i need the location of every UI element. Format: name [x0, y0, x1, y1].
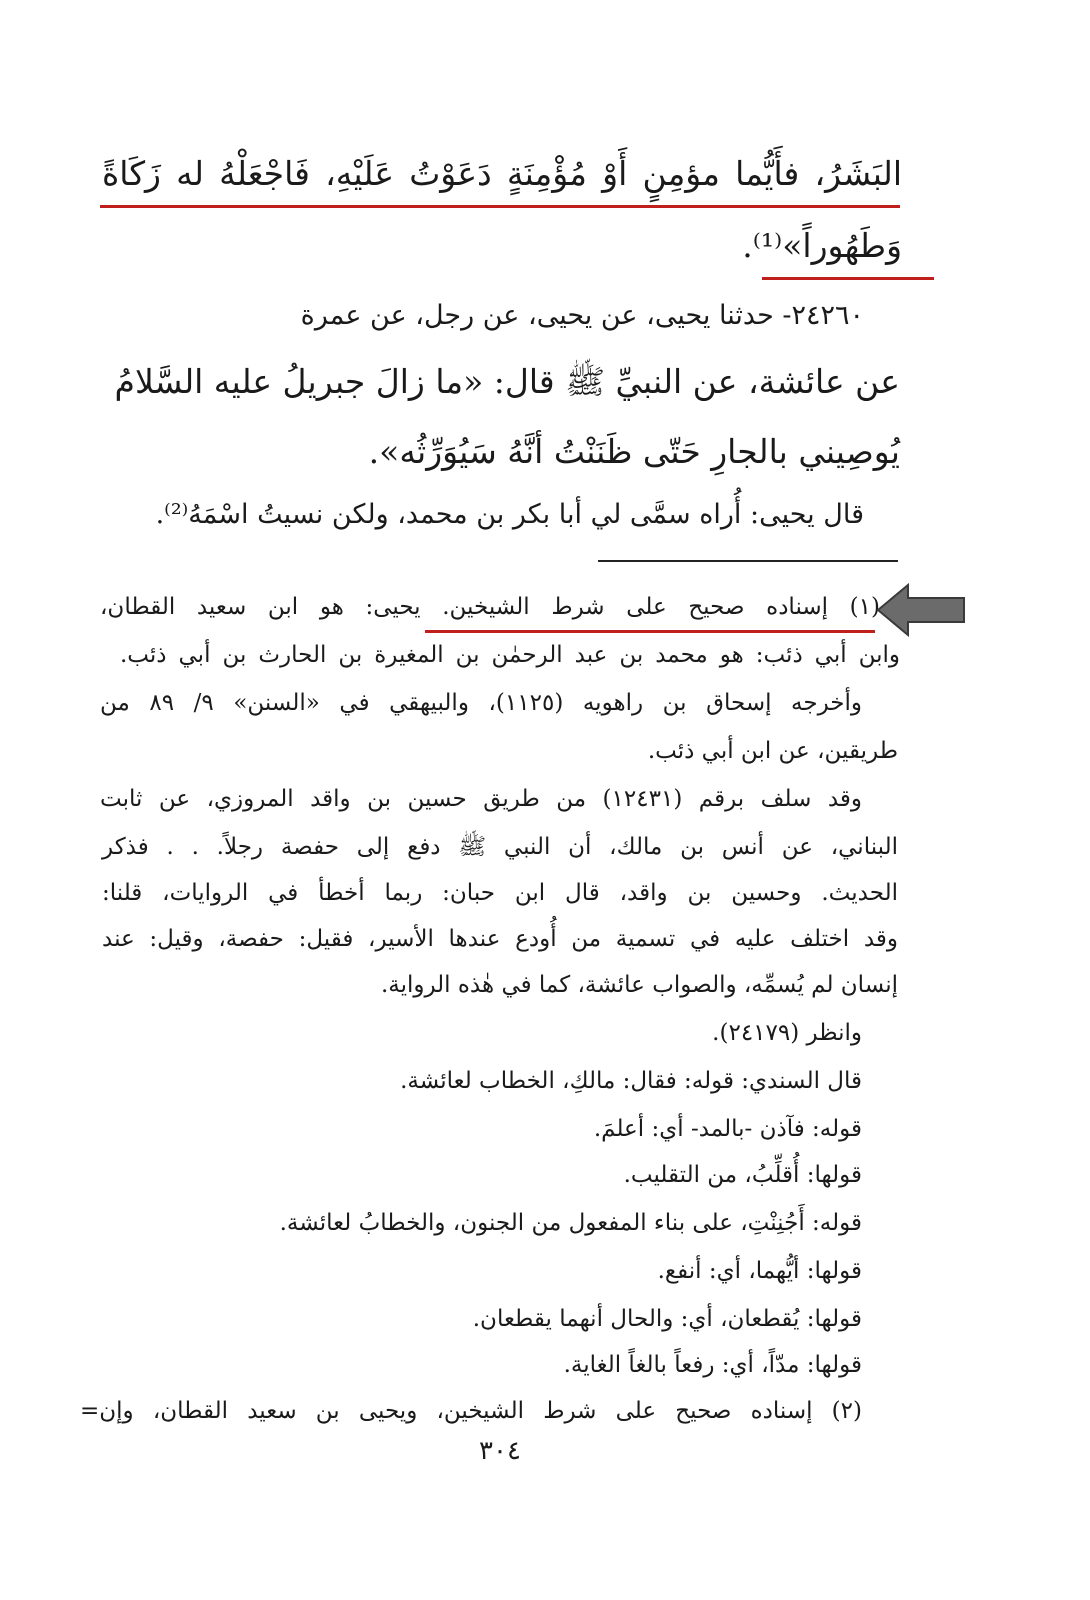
- footnote-line: طريقين، عن ابن أبي ذئب.: [647, 738, 898, 764]
- footnote-line: (١) إسناده صحيح على شرط الشيخين. يحيى: هو ابن سعيد القطان،: [100, 594, 880, 620]
- footnote-line: قولها: أُقلِّبُ، من التقليب.: [623, 1162, 862, 1188]
- footnote-line: وقد سلف برقم (١٢٤٣١) من طريق حسين بن واقد المروزي، عن ثابت: [100, 786, 863, 812]
- hadith-matn-line-1: عن عائشة، عن النبيِّ ﷺ قال: «ما زالَ جبريلُ عليه السَّلامُ: [114, 362, 900, 401]
- footnote-line: البناني، عن أنس بن مالك، أن النبي ﷺ دفع إلى حفصة رجلاً. . . فذكر: [102, 834, 898, 860]
- footnote-line: الحديث. وحسين بن واقد، قال ابن حبان: ربما أخطأ في الروايات، قلنا:: [102, 880, 898, 906]
- footnote-line: إنسان لم يُسمِّه، والصواب عائشة، كما في هٰذه الرواية.: [380, 972, 898, 998]
- hadith-isnad: ٢٤٢٦٠- حدثنا يحيى، عن يحيى، عن رجل، عن عمرة: [300, 300, 864, 331]
- footnote-line: قولها: مدّاً، أي: رفعاً بالغاً الغاية.: [563, 1352, 862, 1378]
- footnote-separator: [598, 560, 898, 562]
- footnote-line: قولها: أيُّهما، أي: أنفع.: [657, 1258, 862, 1284]
- hadith-matn-line-2: يُوصِيني بالجارِ حَتّى ظَنَنْتُ أنَّهُ سَيُوَرِّثُه».: [368, 432, 900, 471]
- footnote-line: قوله: أَجُنِنْتِ، على بناء المفعول من الجنون، والخطابُ لعائشة.: [279, 1210, 862, 1236]
- left-arrow-icon: [876, 581, 966, 639]
- footnote-line: قوله: فآذن -بالمد- أي: أعلمَ.: [593, 1116, 862, 1142]
- red-underline-1: [100, 205, 900, 208]
- footnote-line: وأخرجه إسحاق بن راهويه (١١٢٥)، والبيهقي في «السنن» ٩/ ٨٩ من: [100, 690, 862, 716]
- red-underline-2: [762, 277, 934, 280]
- main-text-line-2: وَطَهُوراً»⁽¹⁾.: [742, 226, 902, 265]
- hadith-note: قال يحيى: أُراه سمَّى لي أبا بكر بن محمد، ولكن نسيتُ اسْمَهُ⁽²⁾.: [155, 499, 864, 530]
- footnote-line: (٢) إسناده صحيح على شرط الشيخين، ويحيى بن سعيد القطان، وإن=: [80, 1398, 862, 1424]
- footnote-line: قولها: يُقطعان، أي: والحال أنهما يقطعان.: [472, 1306, 862, 1332]
- footnote-line: وابن أبي ذئب: هو محمد بن عبد الرحمٰن بن المغيرة بن الحارث بن أبي ذئب.: [120, 642, 900, 668]
- footnote-line: وقد اختلف عليه في تسمية من أُودع عندها الأسير، فقيل: حفصة، وقيل: عند: [102, 926, 898, 952]
- footnote-line: قال السندي: قوله: فقال: مالكِ، الخطاب لعائشة.: [400, 1068, 862, 1094]
- main-text-line-1: البَشَرُ، فأَيُّما مؤمِنٍ أَوْ مُؤْمِنَةٍ دَعَوْتُ عَلَيْهِ، فَاجْعَلْهُ له زَكَاةً: [102, 154, 902, 193]
- footnote-line: وانظر (٢٤١٧٩).: [712, 1020, 862, 1046]
- red-underline-footnote: [425, 630, 875, 633]
- page-number: ٣٠٤: [479, 1436, 521, 1466]
